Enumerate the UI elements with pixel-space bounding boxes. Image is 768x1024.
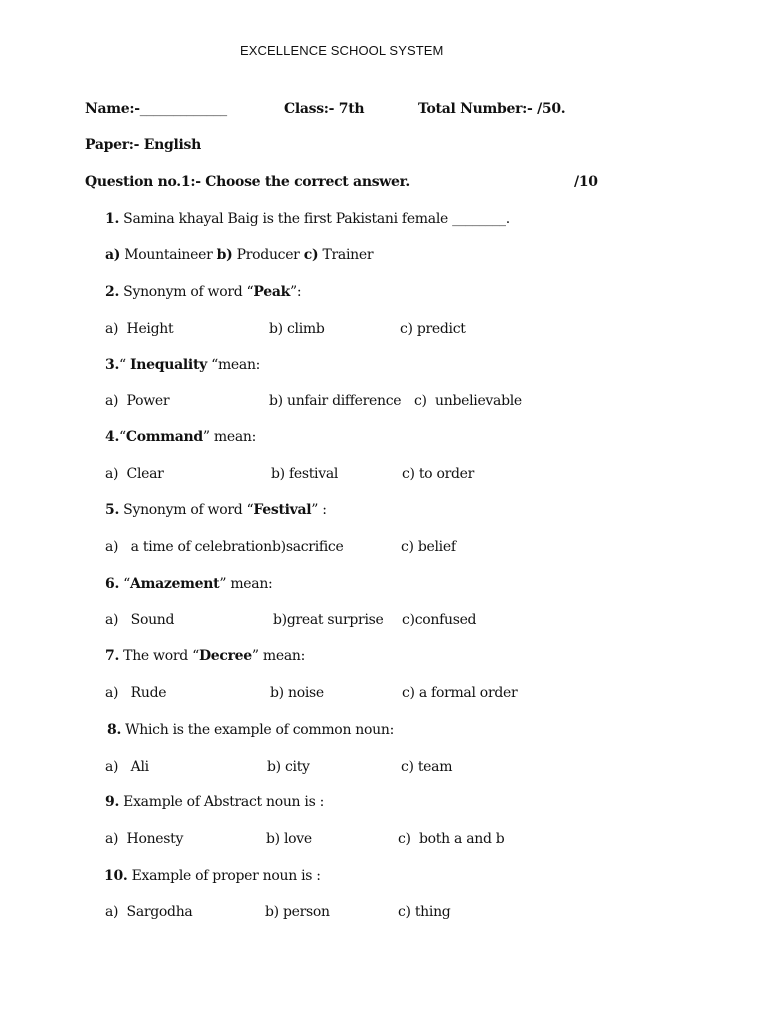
option-c: c) to order <box>402 466 475 482</box>
question-7: 7. The word “Decree” mean: <box>105 648 306 664</box>
question-number: 6. <box>105 576 120 592</box>
option-a: a) Sound <box>105 612 175 628</box>
question-number: 4. <box>105 429 120 445</box>
question-number: 3. <box>105 357 120 373</box>
option-a: a) Sargodha <box>105 904 193 920</box>
option-b: b) climb <box>269 321 325 337</box>
option-b: b) love <box>266 831 312 847</box>
question-2: 2. Synonym of word “Peak”: <box>105 284 302 300</box>
option-a: a) Power <box>105 393 170 409</box>
question-10: 10. Example of proper noun is : <box>104 868 321 884</box>
question-marks: /10 <box>574 174 598 190</box>
option-a: a) Honesty <box>105 831 184 847</box>
question-text: Samina khayal Baig is the first Pakistani female ________. <box>123 211 510 227</box>
option-b: b) festival <box>271 466 339 482</box>
paper-subject: Paper:- English <box>85 137 201 153</box>
option-b: b) city <box>267 759 310 775</box>
option-c: c) a formal order <box>402 685 518 701</box>
question-8: 8. Which is the example of common noun: <box>107 722 395 738</box>
total-marks-label: Total Number:- /50. <box>418 101 566 117</box>
question-5: 5. Synonym of word “Festival” : <box>105 502 327 518</box>
option-c: c) team <box>401 759 453 775</box>
question-number: 10. <box>104 868 128 884</box>
question-number: 2. <box>105 284 120 300</box>
question-number: 1. <box>105 211 120 227</box>
question-6: 6. “Amazement” mean: <box>105 576 273 592</box>
question-heading: Question no.1:- Choose the correct answer. <box>85 174 411 190</box>
key-word: Amazement <box>130 576 220 592</box>
question-1 <box>105 211 510 227</box>
option-a: a) Clear <box>105 466 164 482</box>
option-b: b) Producer <box>216 247 300 263</box>
name-blank: _____________ <box>139 101 227 117</box>
question-number: 7. <box>105 648 120 664</box>
option-c: c) predict <box>400 321 466 337</box>
option-a: a) Height <box>105 321 174 337</box>
name-label: Name:- <box>85 101 140 117</box>
name-field <box>85 101 227 117</box>
question-3: 3.“ Inequality “mean: <box>105 357 261 373</box>
class-label: Class:- 7th <box>284 101 365 117</box>
question-number: 8. <box>107 722 122 738</box>
question-9: 9. Example of Abstract noun is : <box>105 794 325 810</box>
option-c: c) Trainer <box>303 247 374 263</box>
option-b: b) noise <box>270 685 324 701</box>
option-a: a) Rude <box>105 685 167 701</box>
option-a: a) a time of celebration <box>105 539 272 555</box>
option-c: c) both a and b <box>398 831 505 847</box>
option-a: a) Mountaineer <box>105 247 213 263</box>
answer-options-1 <box>105 247 373 263</box>
option-c: c) thing <box>398 904 451 920</box>
option-b: b) person <box>265 904 330 920</box>
question-number: 9. <box>105 794 120 810</box>
option-c: c)confused <box>402 612 477 628</box>
key-word: Decree <box>198 648 252 664</box>
school-title: EXCELLENCE SCHOOL SYSTEM <box>240 43 444 58</box>
key-word: Peak <box>253 284 291 300</box>
question-4: 4.“Command” mean: <box>105 429 257 445</box>
question-number: 5. <box>105 502 120 518</box>
option-b: b)sacrifice <box>272 539 344 555</box>
key-word: Command <box>125 429 203 445</box>
option-b: b) unfair difference <box>269 393 402 409</box>
option-b: b)great surprise <box>273 612 384 628</box>
key-word: Festival <box>253 502 312 518</box>
option-a: a) Ali <box>105 759 149 775</box>
option-c: c) belief <box>401 539 456 555</box>
option-c: c) unbelievable <box>414 393 522 409</box>
key-word: Inequality <box>130 357 207 373</box>
